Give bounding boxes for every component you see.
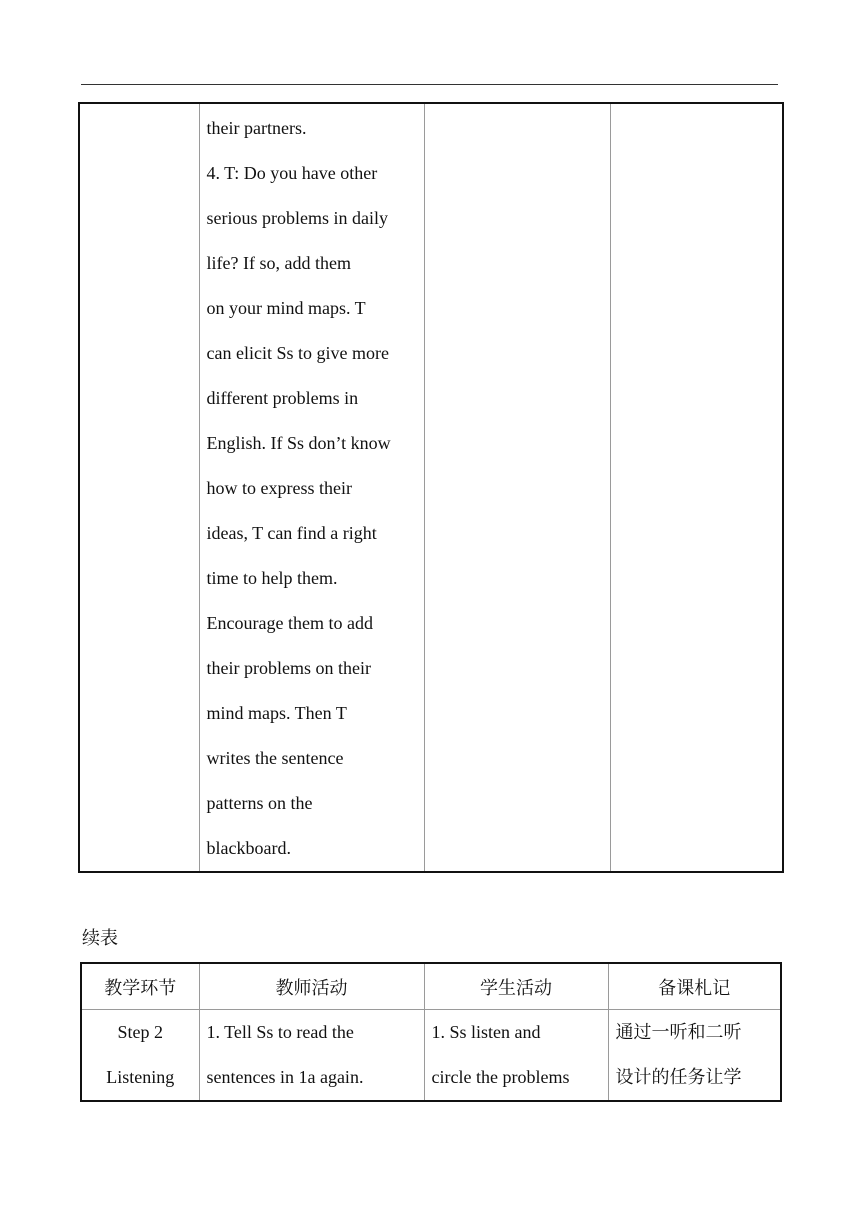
lesson-table-continued — [78, 102, 784, 873]
text-line: 通过一听和二听 — [615, 1022, 742, 1043]
text-line: mind maps. Then T — [206, 703, 347, 723]
text-line: time to help them. — [206, 568, 338, 588]
lesson-table — [80, 962, 782, 1102]
text-line: 设计的任务让学 — [615, 1067, 742, 1088]
text-line: 1. Tell Ss to read the — [206, 1022, 354, 1042]
continued-caption: 续表 — [82, 928, 118, 949]
text-line: their problems on their — [206, 658, 371, 678]
header-student-activity: 学生活动 — [424, 963, 608, 1010]
text-line: life? If so, add them — [206, 253, 351, 273]
notes-cell — [610, 103, 783, 872]
text-line: writes the sentence — [206, 748, 344, 768]
text-line: blackboard. — [206, 838, 291, 858]
step-cell — [79, 103, 199, 872]
text-line: English. If Ss don’t know — [206, 433, 391, 453]
text-line: can elicit Ss to give more — [206, 343, 389, 363]
header-step: 教学环节 — [81, 963, 199, 1010]
step-name: Listening — [106, 1067, 175, 1087]
step-cell — [81, 1010, 199, 1102]
text-line: 1. Ss listen and — [431, 1022, 541, 1042]
text-line: 4. T: Do you have other — [206, 163, 378, 183]
text-line: Encourage them to add — [206, 613, 373, 633]
text-line: serious problems in daily — [206, 208, 388, 228]
table-row — [81, 1010, 781, 1102]
notes-cell — [608, 1010, 781, 1102]
text-line: sentences in 1a again. — [206, 1067, 364, 1087]
header-row — [81, 963, 781, 1010]
text-line: different problems in — [206, 388, 359, 408]
teacher-activity-cell — [199, 1010, 424, 1102]
header-rule — [81, 84, 778, 85]
step-number: Step 2 — [117, 1022, 163, 1042]
text-line: ideas, T can find a right — [206, 523, 377, 543]
student-activity-cell — [424, 1010, 608, 1102]
header-notes: 备课札记 — [608, 963, 781, 1010]
student-activity-cell — [424, 103, 610, 872]
text-line: on your mind maps. T — [206, 298, 366, 318]
header-teacher-activity: 教师活动 — [199, 963, 424, 1010]
teacher-activity-cell — [199, 103, 424, 872]
text-line: patterns on the — [206, 793, 313, 813]
text-line: their partners. — [206, 118, 307, 138]
text-line: how to express their — [206, 478, 352, 498]
text-line: circle the problems — [431, 1067, 570, 1087]
